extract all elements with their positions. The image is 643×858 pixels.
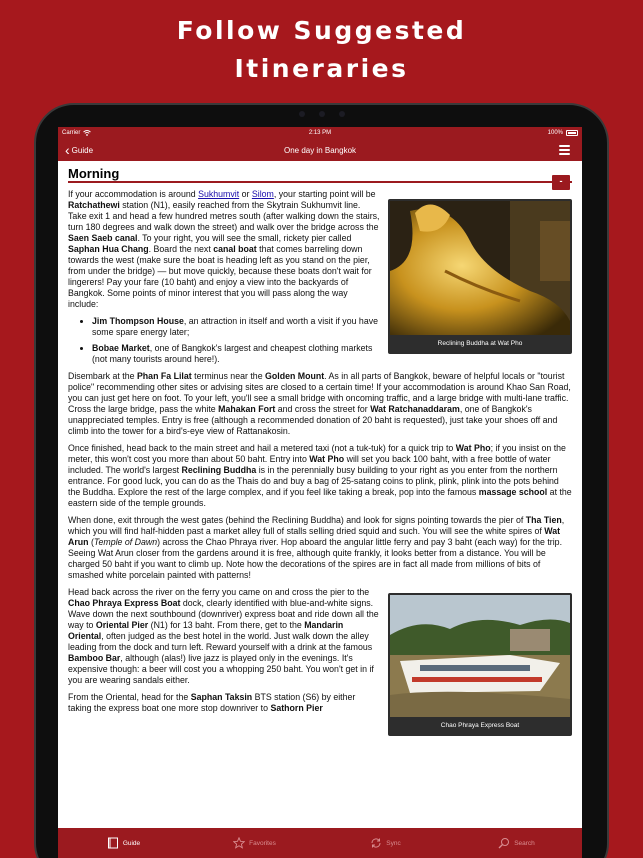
tab-sync[interactable] xyxy=(320,828,451,858)
tab-sync-label: Sync xyxy=(386,839,401,847)
paragraph-2: Disembark at the Phan Fa Lilat terminus near the Golden Mount. As in all parts of Bangkok, beware of helpful locals or "tourist police" recommending other sites or advising sites are closed to a certain time! If your accommodation is around Khao San Road, you can just get here on foot. To your left, you'll see a small bridge with oncoming traffic, and a large bridge with multi-lane traffic. Cross the large bridge, pass the white Mahakan Fort and cross the street for Wat Ratchanaddaram, one of Bangkok's unappreciated temples. Entry is free (although a recommended donation of 20 baht is requested), just take your shoes off and climb into the tower for a bird's-eye view of Rattanakosin. xyxy=(68,371,571,436)
chevron-left-icon: ‹ xyxy=(65,142,70,158)
link-sukhumvit[interactable]: Sukhumvit xyxy=(198,189,240,199)
star-icon xyxy=(233,837,245,849)
tab-bar xyxy=(58,828,582,858)
promo-headline xyxy=(0,12,643,88)
headline-line-2: Itineraries xyxy=(234,54,409,83)
battery-percent: 100% xyxy=(547,130,563,136)
tab-favorites-label: Favorites xyxy=(249,839,276,847)
paragraph-3: Once finished, head back to the main street and hail a metered taxi (not a tuk-tuk) for a quick trip to Wat Pho; if you insist on the meter, this won't cost you more than about 50 baht. Entry into Wat Pho will set you back 100 baht, with a free bottle of water included. The world's largest Reclining Buddha is in the perennially busy building to your right as you enter from the northern entrance. For good luck, you can do as the Thais do and buy a bag of 25-satang coins to plink, plink, plink into the pots behind the Buddha. Explore the rest of the large complex, and if you feel like taking a break, pop into the famous massage school at the eastern side of the temple grounds. xyxy=(68,443,572,508)
search-icon xyxy=(498,837,510,849)
tab-guide-label: Guide xyxy=(122,839,141,847)
tab-search[interactable] xyxy=(451,828,582,858)
tab-favorites[interactable] xyxy=(189,828,320,858)
app-screen xyxy=(58,127,582,858)
status-bar xyxy=(58,127,582,139)
camera-icon xyxy=(319,111,325,117)
sync-icon xyxy=(370,837,382,849)
headline-line-1: Follow Suggested xyxy=(176,16,467,45)
figure-caption: Chao Phraya Express Boat xyxy=(440,722,520,729)
camera-row xyxy=(36,111,607,117)
section-header xyxy=(68,166,572,186)
reclining-buddha-photo xyxy=(390,201,570,335)
paragraph-4: When done, exit through the west gates (behind the Reclining Buddha) and look for signs pointing towards the pier of Tha Tien, which you will find half-hidden past a market alley full of stalls selling dried squid and such. You will see the white spires of Wat Arun (Temple of Dawn) across the Chao Phraya river. Hop aboard the angular little ferry and pay 3 baht (each way) for the trip. Seeing Wat Arun closer from the gardens around it is free, although quite frankly, it looks better from a distance. You will be charged 50 baht if you want to climb up. Note how the decorations of the spires are in fact all made from millions of bits of smashed white porcelain painted with patterns! xyxy=(68,515,565,580)
back-button[interactable] xyxy=(58,142,94,158)
sensor-dot xyxy=(299,111,305,117)
carrier-label: Carrier xyxy=(62,130,81,136)
collapse-section-button[interactable]: - xyxy=(552,175,570,190)
list-item: • Bobae Market, one of Bangkok's largest and cheapest clothing markets (not many tourists around here!). xyxy=(92,343,572,365)
paragraph-1: If your accommodation is around Sukhumvit or Silom, your starting point will be Ratchathewi station (N1), easily reached from the Skytrain Sukhumvit line. Take exit 1 and head a few hundred metres south (after walking down the stairs, turn 180 degrees and walk down the street) and walk over the bridge across the Saen Saeb canal. To your right, you will see the small, rickety pier called Saphan Hua Chang. Board the next canal boat that comes barreling down towards the west (make sure the boat is heading left as you stand on the pier, from under the bridge) — but move quickly, because these boats don't wait for lingerers! Pay your fare (10 baht) and enjoy a view into the backyards of Bangkok. Some points of minor interest that you will pass along the way include: xyxy=(68,189,380,309)
section-title: Morning xyxy=(68,166,120,181)
status-time: 2:13 PM xyxy=(308,130,332,136)
menu-icon[interactable] xyxy=(559,145,570,155)
page-title: One day in Bangkok xyxy=(283,145,357,155)
express-boat-photo xyxy=(390,595,570,717)
link-silom[interactable]: Silom xyxy=(251,189,274,199)
figure-reclining-buddha[interactable] xyxy=(388,199,572,354)
article-scroll-area[interactable] xyxy=(58,161,582,828)
list-item: • Jim Thompson House, an attraction in itself and worth a visit if you have some spare energy later; xyxy=(92,316,572,338)
nav-bar xyxy=(58,139,582,161)
paragraph-5: Head back across the river on the ferry you came on and cross the pier to the Chao Phraya Express Boat dock, clearly identified with blue-and-white signs. Wave down the next southbound (downriver) express boat and ride down all the way to Oriental Pier (N1) for 13 baht. From there, get to the Mandarin Oriental, often judged as the best hotel in the world. Just walk down the alley leading from the dock and turn left. Reward yourself with a drink at the famous Bamboo Bar, although (alas!) live jazz is played only in the evenings. It's expensive though: a beer will cost you a whopping 250 baht. You won't get in if you are wearing sandals either. xyxy=(68,587,379,685)
figure-caption: Reclining Buddha at Wat Pho xyxy=(437,340,523,347)
book-icon xyxy=(107,837,119,849)
battery-icon xyxy=(566,130,578,136)
tab-guide[interactable] xyxy=(58,828,189,858)
sensor-dot xyxy=(339,111,345,117)
article-body xyxy=(68,189,572,729)
back-button-label: Guide xyxy=(71,145,94,155)
figure-express-boat[interactable] xyxy=(388,593,572,736)
paragraph-6: From the Oriental, head for the Saphan Taksin BTS station (S6) by either taking the express boat one more stop downriver to Sathorn Pier xyxy=(68,692,356,713)
tab-search-label: Search xyxy=(514,839,535,847)
